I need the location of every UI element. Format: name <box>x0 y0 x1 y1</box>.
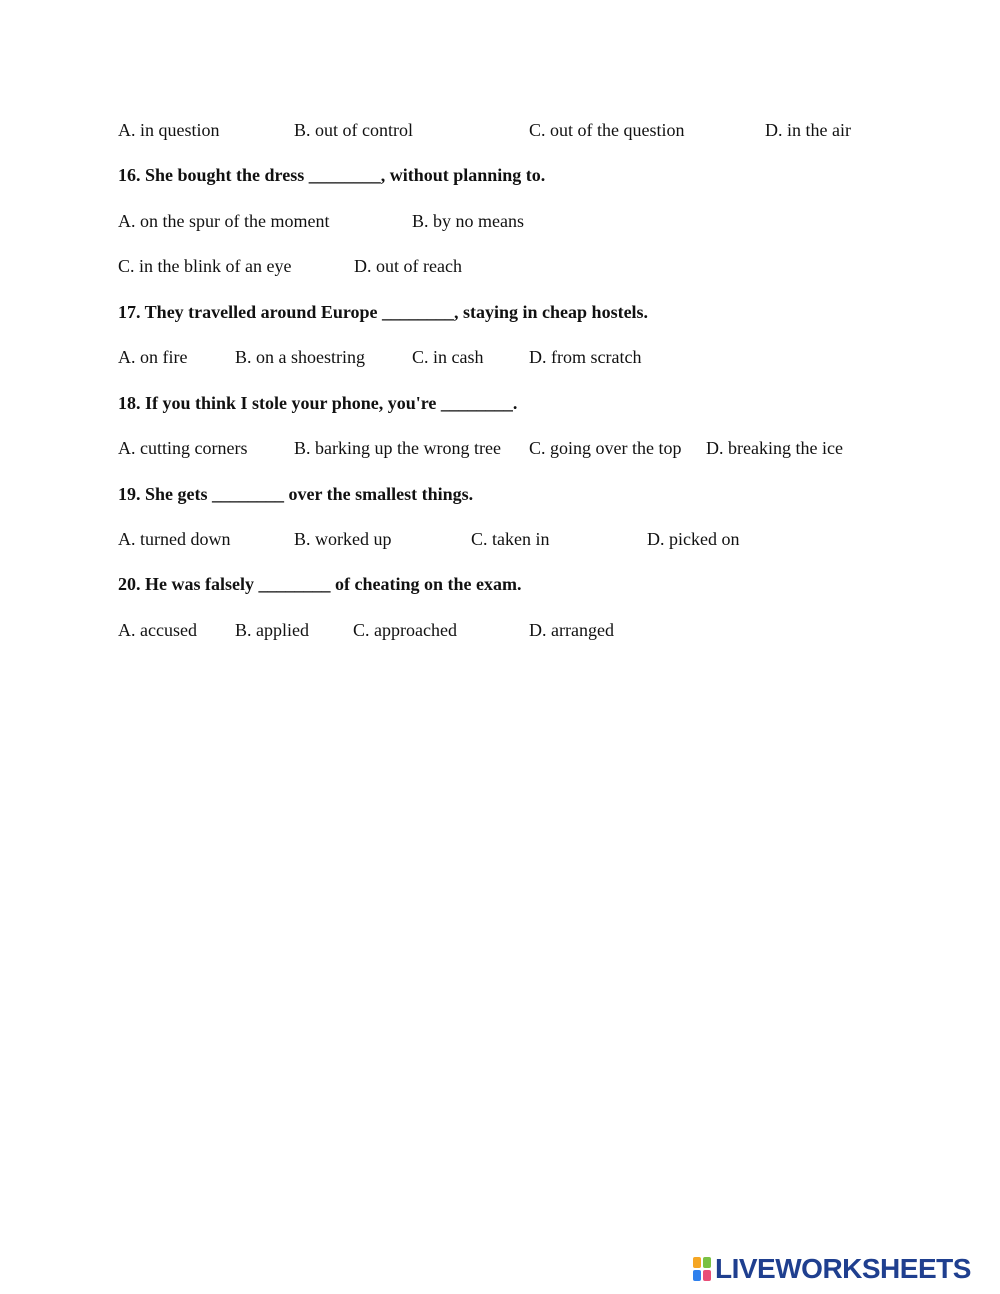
q20-option-b[interactable]: B. applied <box>235 620 309 640</box>
q18-option-c[interactable]: C. going over the top <box>529 438 682 458</box>
q16-option-d[interactable]: D. out of reach <box>354 256 462 276</box>
q15-option-d[interactable]: D. in the air <box>765 120 851 140</box>
q15-option-a[interactable]: A. in question <box>118 120 220 140</box>
q16-option-b[interactable]: B. by no means <box>412 211 524 231</box>
logo-block-3 <box>693 1270 701 1281</box>
q20-option-a[interactable]: A. accused <box>118 620 197 640</box>
q15-option-b[interactable]: B. out of control <box>294 120 413 140</box>
q16-text: 16. She bought the dress ________, without planning to. <box>118 165 546 185</box>
q20-text: 20. He was falsely ________ of cheating on the exam. <box>118 574 522 594</box>
q18-option-d[interactable]: D. breaking the ice <box>706 438 843 458</box>
q19-text: 19. She gets ________ over the smallest things. <box>118 484 474 504</box>
q16-option-a[interactable]: A. on the spur of the moment <box>118 211 330 231</box>
q17-text: 17. They travelled around Europe ________, staying in cheap hostels. <box>118 302 649 322</box>
q18-option-a[interactable]: A. cutting corners <box>118 438 248 458</box>
liveworksheets-logo <box>692 1254 971 1284</box>
logo-mark-icon <box>692 1256 712 1282</box>
q20-option-c[interactable]: C. approached <box>353 620 457 640</box>
logo-text: LIVEWORKSHEETS <box>715 1253 971 1284</box>
q16-option-c[interactable]: C. in the blink of an eye <box>118 256 292 276</box>
q17-option-b[interactable]: B. on a shoestring <box>235 347 365 367</box>
q17-option-c[interactable]: C. in cash <box>412 347 484 367</box>
q19-option-b[interactable]: B. worked up <box>294 529 392 549</box>
q19-option-a[interactable]: A. turned down <box>118 529 231 549</box>
q19-option-d[interactable]: D. picked on <box>647 529 740 549</box>
q20-option-d[interactable]: D. arranged <box>529 620 614 640</box>
logo-block-2 <box>703 1257 711 1268</box>
logo-block-4 <box>703 1270 711 1281</box>
q18-text: 18. If you think I stole your phone, you're ________. <box>118 393 518 413</box>
q17-option-a[interactable]: A. on fire <box>118 347 188 367</box>
q19-option-c[interactable]: C. taken in <box>471 529 550 549</box>
q17-option-d[interactable]: D. from scratch <box>529 347 642 367</box>
q15-option-c[interactable]: C. out of the question <box>529 120 685 140</box>
q18-option-b[interactable]: B. barking up the wrong tree <box>294 438 501 458</box>
logo-block-1 <box>693 1257 701 1268</box>
